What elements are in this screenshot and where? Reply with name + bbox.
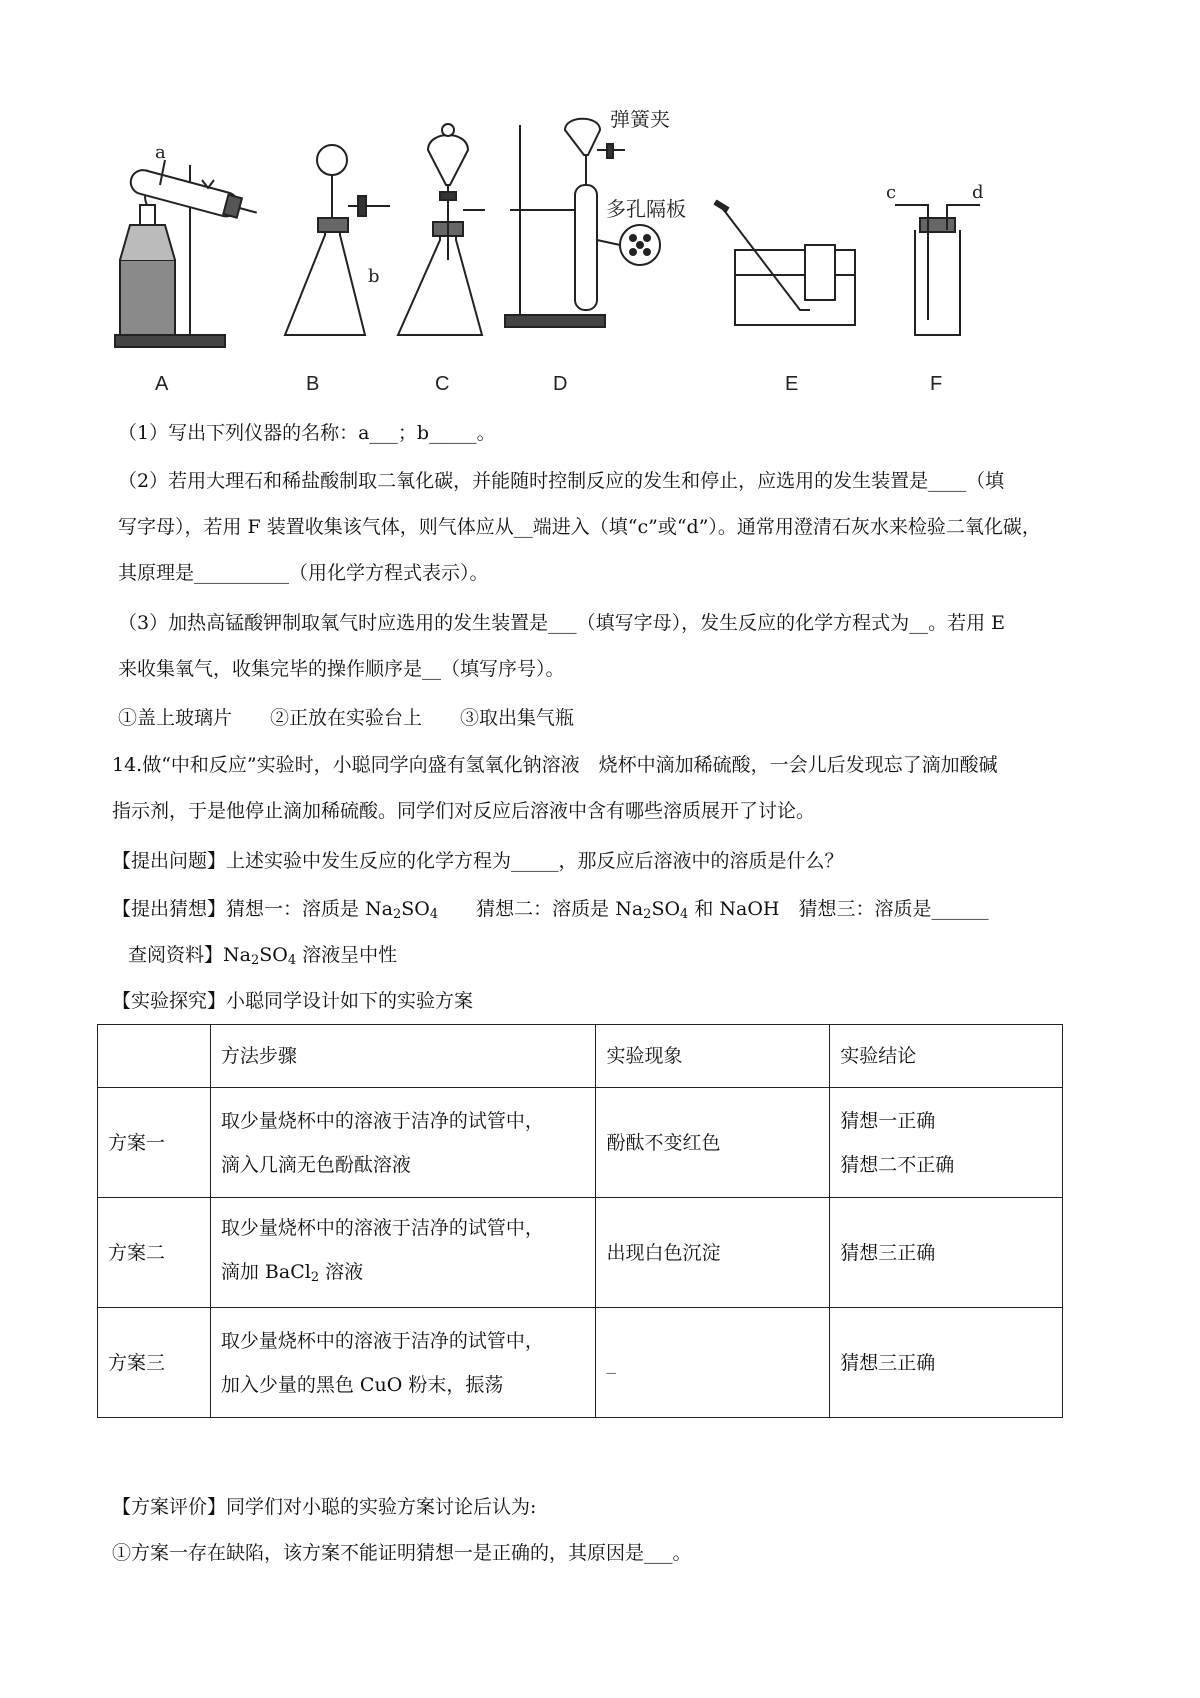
q13-p3-line1: （3）加热高锰酸钾制取氧气时应选用的发生装置是___（填写字母），发生反应的化学方程式为__。若用 E	[118, 612, 1006, 634]
table-row	[98, 1088, 1063, 1198]
step-line1: 取少量烧杯中的溶液于洁净的试管中，	[220, 1109, 544, 1132]
plan-conclusion	[830, 1308, 1063, 1418]
caption-c: C	[435, 373, 450, 395]
caption-f: F	[930, 373, 943, 395]
step-line2: 加入少量的黑色 CuO 粉末，振荡	[220, 1373, 504, 1396]
table-row	[98, 1308, 1063, 1418]
apparatus-e	[715, 202, 855, 325]
spring-clip-label: 弹簧夹	[610, 110, 670, 131]
step-line1: 取少量烧杯中的溶液于洁净的试管中，	[220, 1216, 544, 1239]
step-line2: 滴入几滴无色酚酞溶液	[220, 1153, 411, 1176]
header-method: 方法步骤	[210, 1025, 596, 1088]
q14-guesses-text	[112, 886, 1092, 938]
plan-steps	[210, 1088, 596, 1198]
header-empty	[98, 1025, 211, 1088]
header-conclusion: 实验结论	[830, 1025, 1063, 1088]
caption-b: B	[306, 373, 320, 395]
q13-p2-line1: （2）若用大理石和稀盐酸制取二氧化碳，并能随时控制反应的发生和停止，应选用的发生装置是____（填	[118, 470, 1005, 492]
q14-intro	[112, 742, 1092, 834]
formula-na2so4-3: $Na_2SO_4$	[223, 944, 297, 968]
guess-mid1: 猜想二：溶质是	[438, 898, 616, 920]
q13-p2-line3: 其原理是__________（用化学方程式表示）。	[118, 562, 489, 584]
guess-mid2: 和 NaOH 猜想三：溶质是______	[688, 898, 989, 920]
conclusion-line1: 猜想三正确	[840, 1241, 936, 1264]
q14-evaluation	[112, 1484, 1092, 1576]
apparatus-a	[115, 160, 260, 347]
label-c: c	[886, 182, 897, 203]
q13-p3-line2: 来收集氧气，收集完毕的操作顺序是__（填写序号）。	[118, 658, 565, 680]
header-phenomenon: 实验现象	[596, 1025, 830, 1088]
table-header-row	[98, 1025, 1063, 1088]
q14-intro-line2: 指示剂，于是他停止滴加稀硫酸。同学们对反应后溶液中含有哪些溶质展开了讨论。	[112, 800, 816, 822]
conclusion-line2: 猜想二不正确	[840, 1153, 955, 1176]
plan-phenomenon: _	[596, 1308, 830, 1418]
q13-part2	[118, 458, 1098, 596]
porous-plate-label: 多孔隔板	[606, 199, 686, 221]
label-a: a	[155, 142, 166, 163]
evaluation-item1: ①方案一存在缺陷，该方案不能证明猜想一是正确的，其原因是___。	[112, 1542, 692, 1564]
apparatus-d	[505, 110, 686, 327]
q14-question	[112, 838, 1092, 884]
table-row	[98, 1198, 1063, 1308]
apparatus-c	[398, 124, 485, 335]
conclusion-line1: 猜想一正确	[840, 1109, 936, 1132]
label-b: b	[368, 266, 380, 287]
plan-phenomenon: 酚酞不变红色	[596, 1088, 830, 1198]
plan-name: 方案三	[98, 1308, 211, 1418]
evaluation-title: 【方案评价】同学们对小聪的实验方案讨论后认为:	[112, 1496, 537, 1518]
apparatus-b	[285, 145, 390, 335]
q13-p2-line2: 写字母），若用 F 装置收集该气体，则气体应从__端进入（填“c”或“d”）。通常用澄清石灰水来检验二氧化碳，	[118, 516, 1041, 538]
info-prefix: 查阅资料】	[128, 944, 224, 966]
conclusion-line1: 猜想三正确	[840, 1351, 936, 1374]
plan-conclusion	[830, 1198, 1063, 1308]
caption-d: D	[553, 373, 568, 395]
q13-part4	[118, 695, 1098, 741]
plan-name: 方案二	[98, 1198, 211, 1308]
q14-question-text: 【提出问题】上述实验中发生反应的化学方程为_____，那反应后溶液中的溶质是什么？	[112, 850, 844, 872]
plan-name: 方案一	[98, 1088, 211, 1198]
plan-steps	[210, 1308, 596, 1418]
info-suffix: 溶液呈中性	[296, 944, 398, 966]
q14-guesses	[112, 886, 1092, 938]
formula-na2so4: $Na_2SO_4$	[365, 898, 439, 922]
caption-e: E	[785, 373, 799, 395]
plan-steps	[210, 1198, 596, 1308]
step-line1: 取少量烧杯中的溶液于洁净的试管中，	[220, 1329, 544, 1352]
plan-phenomenon: 出现白色沉淀	[596, 1198, 830, 1308]
q13-part3	[118, 600, 1098, 692]
q13-p4: ①盖上玻璃片 ②正放在实验台上 ③取出集气瓶	[118, 707, 575, 729]
step-line2: 滴加 BaCl$_2$ 溶液	[220, 1260, 364, 1285]
apparatus-f	[886, 182, 984, 335]
q14-info-text	[128, 932, 1108, 984]
q13-p1: （1）写出下列仪器的名称：a___；b_____。	[118, 422, 496, 444]
q14-explore	[112, 978, 1092, 1024]
caption-a: A	[155, 373, 169, 395]
formula-na2so4-2: $Na_2SO_4$	[615, 898, 689, 922]
q14-info	[128, 932, 1108, 984]
guess-prefix: 【提出猜想】猜想一：溶质是	[112, 898, 366, 920]
plan-conclusion	[830, 1088, 1063, 1198]
apparatus-figure	[110, 110, 1110, 400]
label-d: d	[972, 182, 984, 203]
q13-part1	[118, 410, 1098, 456]
q14-explore-text: 【实验探究】小聪同学设计如下的实验方案	[112, 990, 474, 1012]
q14-intro-line1: 14.做“中和反应”实验时，小聪同学向盛有氢氧化钠溶液 烧杯中滴加稀硫酸，一会儿后发现忘了滴加酸碱	[112, 754, 998, 776]
experiment-table	[97, 1024, 1063, 1418]
